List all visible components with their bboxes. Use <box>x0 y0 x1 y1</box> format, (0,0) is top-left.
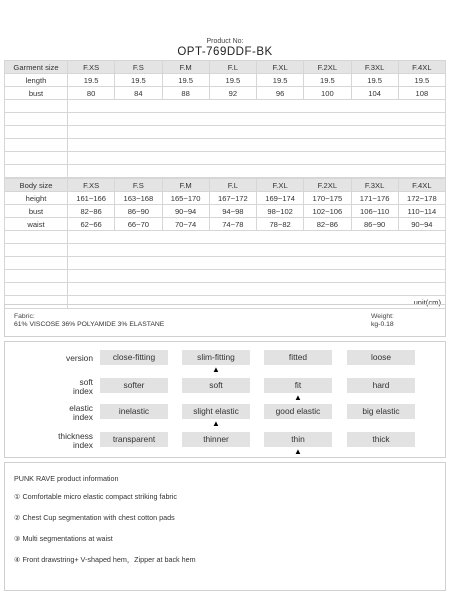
column-header: F.XL <box>257 179 304 192</box>
row-label: length <box>5 74 68 87</box>
column-header: F.S <box>115 61 162 74</box>
selected-marker-icon: ▲ <box>294 447 302 456</box>
empty-cell <box>5 231 68 244</box>
empty-cell <box>68 165 446 178</box>
attribute-row <box>5 432 447 458</box>
table-row <box>5 205 446 218</box>
product-number-label: Product No: <box>206 38 244 45</box>
column-header: F.4XL <box>398 61 445 74</box>
table-cell: 19.5 <box>304 74 351 87</box>
attribute-label: soft index <box>72 377 93 396</box>
attribute-option: soft <box>182 378 250 393</box>
attribute-label: version <box>66 353 93 363</box>
empty-row <box>5 231 446 244</box>
empty-row <box>5 270 446 283</box>
row-label: bust <box>5 87 68 100</box>
selected-marker-icon: ▲ <box>212 419 220 428</box>
empty-row <box>5 139 446 152</box>
attribute-option: softer <box>100 378 168 393</box>
row-label: height <box>5 192 68 205</box>
column-header: F.XS <box>68 61 115 74</box>
empty-cell <box>68 126 446 139</box>
empty-row <box>5 126 446 139</box>
selected-marker-icon: ▲ <box>294 393 302 402</box>
table-cell: 82~86 <box>68 205 115 218</box>
product-header <box>0 38 450 59</box>
empty-row <box>5 113 446 126</box>
table-cell: 80 <box>68 87 115 100</box>
table-cell: 62~66 <box>68 218 115 231</box>
attribute-option: good elastic <box>264 404 332 419</box>
column-header: F.XL <box>257 61 304 74</box>
table-cell: 169~174 <box>257 192 304 205</box>
table-cell: 106~110 <box>351 205 398 218</box>
attribute-label: thickness index <box>58 431 93 450</box>
column-header: F.L <box>209 61 256 74</box>
empty-cell <box>5 283 68 296</box>
empty-row <box>5 165 446 178</box>
table-cell: 70~74 <box>162 218 209 231</box>
product-code: OPT-769DDF-BK <box>177 46 273 58</box>
row-label: waist <box>5 218 68 231</box>
attribute-option: slim-fitting <box>182 350 250 365</box>
attribute-row <box>5 378 447 404</box>
info-item: ④ Front drawstring+ V-shaped hem，Zipper at back hem <box>14 555 196 564</box>
empty-cell <box>68 139 446 152</box>
table-cell: 92 <box>209 87 256 100</box>
column-header: F.L <box>209 179 256 192</box>
empty-cell <box>5 165 68 178</box>
table-cell: 74~78 <box>209 218 256 231</box>
empty-cell <box>68 270 446 283</box>
attribute-option: inelastic <box>100 404 168 419</box>
product-info-panel <box>4 462 446 591</box>
table-row <box>5 218 446 231</box>
column-header: F.M <box>162 61 209 74</box>
table-cell: 161~166 <box>68 192 115 205</box>
table-cell: 172~178 <box>398 192 445 205</box>
row-label: bust <box>5 205 68 218</box>
empty-cell <box>68 100 446 113</box>
fabric-label: Fabric: <box>14 313 35 320</box>
column-header: F.XS <box>68 179 115 192</box>
table-cell: 88 <box>162 87 209 100</box>
selected-marker-icon: ▲ <box>212 365 220 374</box>
column-header: F.3XL <box>351 179 398 192</box>
table-cell: 96 <box>257 87 304 100</box>
table-cell: 104 <box>351 87 398 100</box>
table-cell: 171~176 <box>351 192 398 205</box>
attribute-row <box>5 350 447 376</box>
attribute-option: big elastic <box>347 404 415 419</box>
column-header: Garment size <box>5 61 68 74</box>
empty-cell <box>5 257 68 270</box>
column-header: F.2XL <box>304 179 351 192</box>
empty-cell <box>5 100 68 113</box>
attribute-row <box>5 404 447 430</box>
empty-row <box>5 100 446 113</box>
empty-cell <box>5 113 68 126</box>
empty-row <box>5 244 446 257</box>
table-cell: 90~94 <box>398 218 445 231</box>
column-header: F.4XL <box>398 179 445 192</box>
weight-label: Weight: <box>371 313 394 320</box>
fabric-attributes-panel <box>4 341 446 458</box>
table-cell: 19.5 <box>351 74 398 87</box>
info-title: PUNK RAVE product information <box>14 474 119 483</box>
attribute-option: thick <box>347 432 415 447</box>
column-header: F.M <box>162 179 209 192</box>
table-cell: 163~168 <box>115 192 162 205</box>
empty-cell <box>5 270 68 283</box>
info-item: ① Comfortable micro elastic compact striking fabric <box>14 492 178 501</box>
table-cell: 100 <box>304 87 351 100</box>
table-cell: 94~98 <box>209 205 256 218</box>
table-cell: 98~102 <box>257 205 304 218</box>
empty-cell <box>5 126 68 139</box>
column-header: F.2XL <box>304 61 351 74</box>
garment-size-table <box>4 60 446 178</box>
attribute-option: hard <box>347 378 415 393</box>
unit-label: unit(cm) <box>68 296 446 309</box>
table-cell: 78~82 <box>257 218 304 231</box>
empty-cell <box>68 231 446 244</box>
table-cell: 19.5 <box>68 74 115 87</box>
size-header-row <box>5 61 446 74</box>
table-cell: 167~172 <box>209 192 256 205</box>
table-cell: 165~170 <box>162 192 209 205</box>
table-cell: 19.5 <box>398 74 445 87</box>
table-row <box>5 192 446 205</box>
empty-cell <box>5 244 68 257</box>
attribute-label: elastic index <box>69 403 93 422</box>
empty-cell <box>68 244 446 257</box>
info-item: ③ Multi segmentations at waist <box>14 534 113 543</box>
empty-cell <box>68 283 446 296</box>
table-cell: 110~114 <box>398 205 445 218</box>
empty-cell <box>5 152 68 165</box>
fabric-panel <box>4 304 446 337</box>
table-cell: 170~175 <box>304 192 351 205</box>
table-cell: 90~94 <box>162 205 209 218</box>
attribute-option: slight elastic <box>182 404 250 419</box>
table-row <box>5 87 446 100</box>
empty-cell <box>68 152 446 165</box>
table-cell: 86~90 <box>351 218 398 231</box>
table-cell: 66~70 <box>115 218 162 231</box>
attribute-option: thin <box>264 432 332 447</box>
empty-row <box>5 283 446 296</box>
table-row <box>5 74 446 87</box>
empty-row <box>5 152 446 165</box>
table-cell: 19.5 <box>162 74 209 87</box>
attribute-option: loose <box>347 350 415 365</box>
fabric-composition: 61% VISCOSE 36% POLYAMIDE 3% ELASTANE <box>14 321 165 328</box>
attribute-option: fitted <box>264 350 332 365</box>
empty-cell <box>68 257 446 270</box>
weight-value: kg-0.18 <box>371 321 394 328</box>
table-cell: 86~90 <box>115 205 162 218</box>
attribute-option: transparent <box>100 432 168 447</box>
table-cell: 84 <box>115 87 162 100</box>
table-cell: 19.5 <box>257 74 304 87</box>
column-header: F.3XL <box>351 61 398 74</box>
table-cell: 19.5 <box>115 74 162 87</box>
column-header: Body size <box>5 179 68 192</box>
column-header: F.S <box>115 179 162 192</box>
table-cell: 82~86 <box>304 218 351 231</box>
body-size-table <box>4 178 446 309</box>
info-item: ② Chest Cup segmentation with chest cotton pads <box>14 513 175 522</box>
table-cell: 102~106 <box>304 205 351 218</box>
empty-cell <box>5 139 68 152</box>
empty-row <box>5 257 446 270</box>
size-header-row <box>5 179 446 192</box>
attribute-option: close-fitting <box>100 350 168 365</box>
attribute-option: thinner <box>182 432 250 447</box>
table-cell: 108 <box>398 87 445 100</box>
attribute-option: fit <box>264 378 332 393</box>
table-cell: 19.5 <box>209 74 256 87</box>
empty-cell <box>68 113 446 126</box>
